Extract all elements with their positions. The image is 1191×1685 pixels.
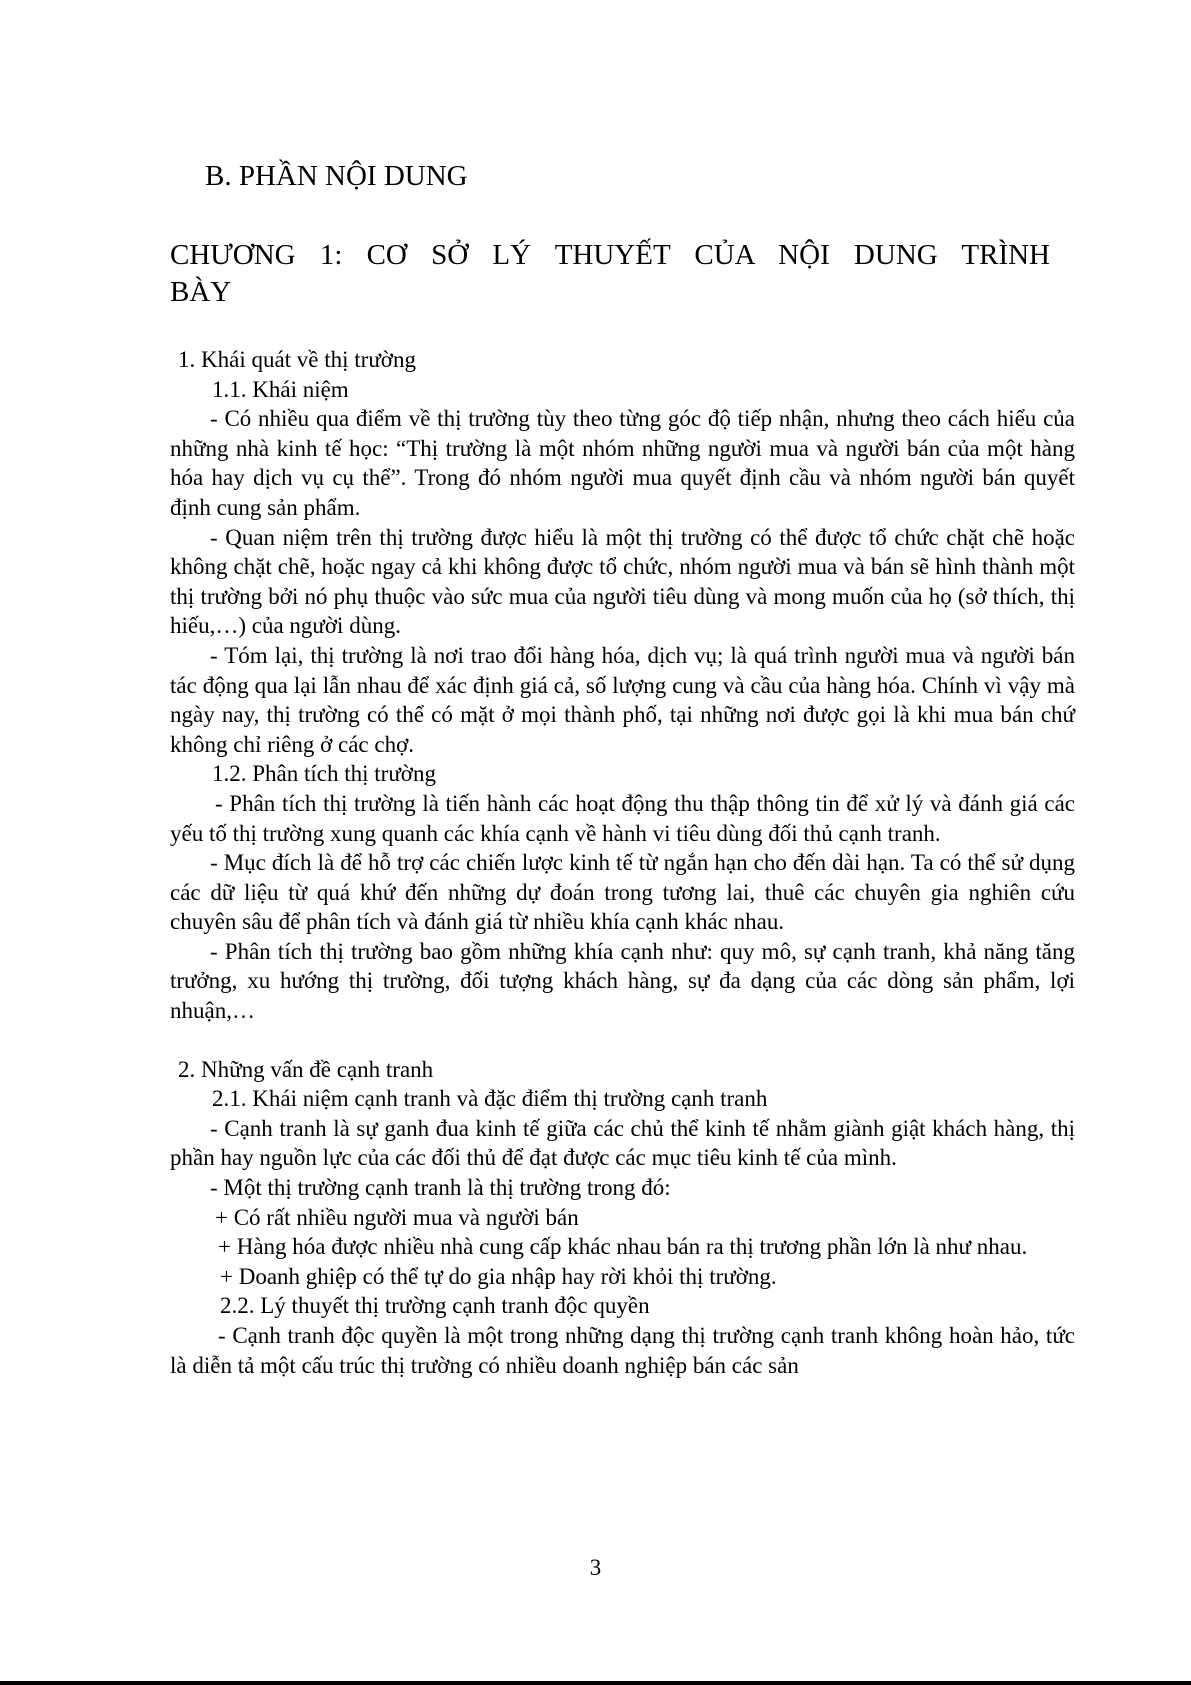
paragraph: - Mục đích là để hỗ trợ các chiến lược kinh tế từ ngắn hạn cho đến dài hạn. Ta có thể sử dụng các dữ liệu từ quá khứ đến những dự đoán trong tương lai, thuê các chuyên gia nghiên cứu chuyên sâu để phân tích và đánh giá từ nhiều khía cạnh khác nhau.	[170, 850, 1075, 935]
section-heading-1: 1. Khái quát về thị trường	[178, 347, 416, 372]
paragraph: - Quan niệm trên thị trường được hiểu là một thị trường có thể được tổ chức chặt chẽ hoặc không chặt chẽ, hoặc ngay cả khi không được tổ chức, nhóm người mua và bán sẽ hình thành một thị trường bởi nó phụ thuộc vào sức mua của người tiêu dùng và mong muốn của họ (sở thích, thị hiếu,…) của người dùng.	[170, 524, 1075, 639]
paragraph: - Tóm lại, thị trường là nơi trao đổi hàng hóa, dịch vụ; là quá trình người mua và người bán tác động qua lại lẫn nhau để xác định giá cả, số lượng cung và cầu của hàng hóa. Chính vì vậy mà ngày nay, thị trường có thể có mặt ở mọi thành phố, tại những nơi được gọi là khi mua bán chứ không chỉ riêng ở các chợ.	[170, 642, 1075, 757]
paragraph: - Một thị trường cạnh tranh là thị trường trong đó:	[210, 1175, 671, 1201]
subsection-heading-1-2: 1.2. Phân tích thị trường	[212, 761, 436, 787]
paragraph: - Phân tích thị trường là tiến hành các hoạt động thu thập thông tin để xử lý và đánh giá các yếu tố thị trường xung quanh các khía cạnh về hành vi tiêu dùng đối thủ cạnh tranh.	[170, 790, 1075, 846]
subsection-heading-2-2: 2.2. Lý thuyết thị trường cạnh tranh độc quyền	[220, 1293, 650, 1319]
chapter-title-line-1: CHƯƠNG 1: CƠ SỞ LÝ THUYẾT CỦA NỘI DUNG TRÌNH	[170, 239, 1050, 271]
section-heading-2: 2. Những vấn đề cạnh tranh	[178, 1056, 434, 1082]
subsection-heading-1-1: 1.1. Khái niệm	[212, 376, 349, 402]
chapter-title	[170, 237, 1050, 311]
bullet-item: + Doanh ghiệp có thể tự do gia nhập hay rời khỏi thị trường.	[220, 1263, 777, 1289]
chapter-title-line-2: BÀY	[170, 276, 232, 308]
subsection-heading-2-1: 2.1. Khái niệm cạnh tranh và đặc điểm thị trường cạnh tranh	[212, 1086, 768, 1112]
bullet-item: + Hàng hóa được nhiều nhà cung cấp khác nhau bán ra thị trương phần lớn là như nhau.	[218, 1234, 1028, 1260]
document-body	[170, 345, 1075, 1380]
bottom-divider	[0, 1681, 1191, 1685]
paragraph: - Phân tích thị trường bao gồm những khía cạnh như: quy mô, sự cạnh tranh, khả năng tăng trưởng, xu hướng thị trường, đối tượng khách hàng, sự đa dạng của các dòng sản phẩm, lợi nhuận,…	[170, 938, 1075, 1024]
page-number: 3	[589, 1555, 602, 1580]
part-title: B. PHẦN NỘI DUNG	[205, 160, 468, 192]
paragraph: - Cạnh tranh độc quyền là một trong những dạng thị trường cạnh tranh không hoàn hảo, tức là diễn tả một cấu trúc thị trường có nhiều doanh nghiệp bán các sản	[170, 1323, 1075, 1378]
bullet-item: + Có rất nhiều người mua và người bán	[215, 1204, 579, 1230]
paragraph: - Cạnh tranh là sự ganh đua kinh tế giữa các chủ thể kinh tế nhằm giành giật khách hàng, thị phần hay nguồn lực của các đối thủ để đạt được các mục tiêu kinh tế của mình.	[170, 1115, 1075, 1171]
paragraph: - Có nhiều qua điểm về thị trường tùy theo từng góc độ tiếp nhận, nhưng theo cách hiểu của những nhà kinh tế học: “Thị trường là một nhóm những người mua và người bán của một hàng hóa hay dịch vụ cụ thể”. Trong đó nhóm người mua quyết định cầu và nhóm người bán quyết định cung sản phẩm.	[170, 406, 1075, 520]
